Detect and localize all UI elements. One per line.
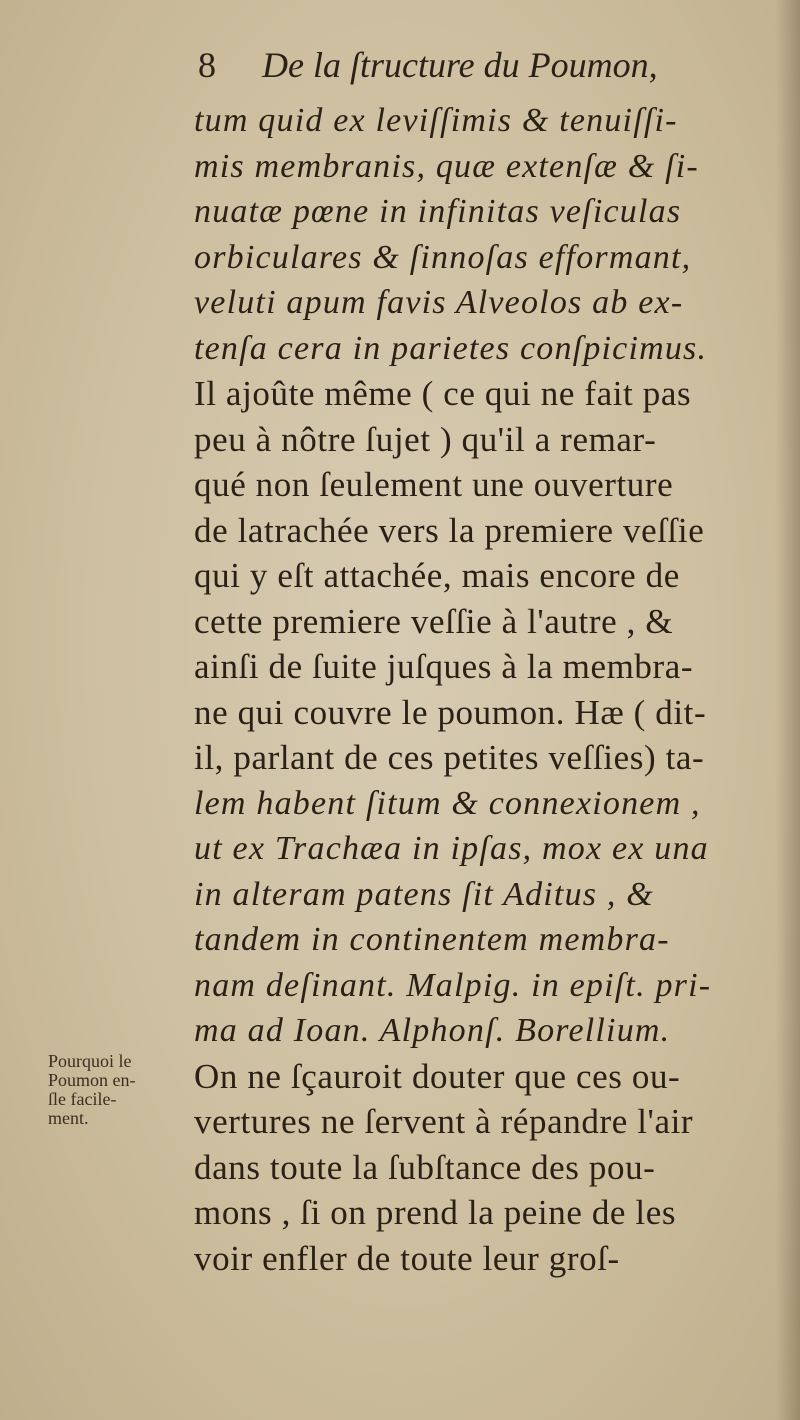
text-line: tandem in continentem membra- bbox=[194, 921, 670, 958]
running-header bbox=[198, 44, 758, 96]
text-line: ne qui couvre le poumon. Hæ ( dit- bbox=[194, 692, 707, 732]
text-line: tenſa cera in parietes conſpicimus. bbox=[194, 329, 708, 367]
margin-note-line: ment. bbox=[48, 1108, 89, 1128]
text-line: orbiculares & ſinnoſas efformant, bbox=[194, 238, 692, 276]
text-line: mons , ſi on prend la peine de les bbox=[194, 1193, 677, 1232]
text-line: nuatæ pœne in infinitas veſiculas bbox=[194, 193, 682, 230]
text-line: Il ajoûte même ( ce qui ne fait pas bbox=[194, 374, 692, 413]
page-number: 8 bbox=[198, 45, 216, 85]
text-line: mis membranis, quæ extenſæ & ſi- bbox=[194, 147, 699, 185]
text-line: veluti apum favis Alveolos ab ex- bbox=[194, 284, 684, 321]
text-line: ma ad Ioan. Alphonſ. Borellium. bbox=[194, 1012, 671, 1049]
text-line: tum quid ex leviſſimis & tenuiſſi- bbox=[194, 102, 678, 139]
margin-note-line: ſle facile- bbox=[48, 1089, 117, 1109]
text-line: il, parlant de ces petites veſſies) ta- bbox=[194, 738, 705, 777]
text-line: ainſi de ſuite juſques à la membra- bbox=[194, 647, 694, 686]
text-line: vertures ne ſervent à répandre l'air bbox=[194, 1102, 694, 1141]
text-line: ut ex Trachæa in ipſas, mox ex una bbox=[194, 830, 709, 867]
text-line: de latrachée vers la premiere veſſie bbox=[194, 510, 705, 550]
text-line: nam deſinant. Malpig. in epiſt. pri- bbox=[194, 966, 712, 1004]
running-title: De la ſtructure du Poumon, bbox=[262, 45, 658, 85]
text-line: dans toute la ſubſtance des pou- bbox=[194, 1147, 656, 1187]
text-line: qué non ſeulement une ouverture bbox=[194, 465, 674, 504]
text-line: On ne ſçauroit douter que ces ou- bbox=[194, 1056, 681, 1096]
text-line: in alteram patens ſit Aditus , & bbox=[194, 875, 654, 913]
page-gutter-shadow bbox=[776, 0, 800, 1420]
text-line: cette premiere veſſie à l'autre , & bbox=[194, 601, 674, 641]
margin-note-line: Pourquoi le bbox=[48, 1051, 132, 1071]
margin-note bbox=[48, 1052, 198, 1128]
text-line: lem habent ſitum & connexionem , bbox=[194, 784, 701, 822]
text-line: qui y eſt attachée, mais encore de bbox=[194, 556, 680, 595]
text-line: peu à nôtre ſujet ) qu'il a remar- bbox=[194, 419, 657, 459]
text-line: voir enfler de toute leur groſ- bbox=[194, 1238, 620, 1278]
margin-note-line: Poumon en- bbox=[48, 1070, 136, 1090]
body-text bbox=[194, 98, 768, 1281]
